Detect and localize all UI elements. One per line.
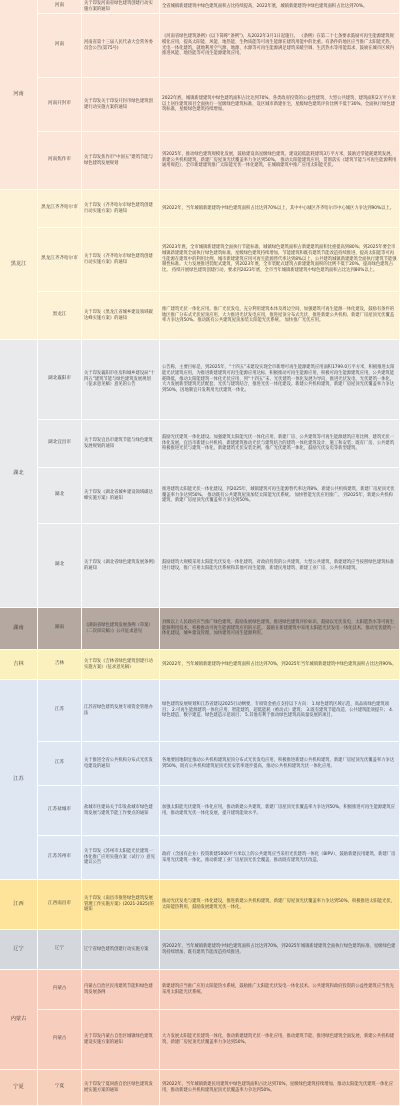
- province-cell-text: 黑龙江: [10, 261, 27, 268]
- policy-cell: [82, 880, 160, 930]
- detail-cell-text: 推进建筑太阳能光伏一体化建设，到2025年，城镇建筑可再生能源替代率达到8%，新建公共机构建筑、新建厂房屋顶光伏覆盖率力争达到50%。 推动既有公共建筑屋顶加装太阳能光伏系统。 加快智能光伏应用推广。 到2025年，新建公共机构建筑、新建厂房屋顶光伏覆盖率力争达到50%。: [162, 486, 395, 504]
- policy-cell: [82, 340, 160, 420]
- detail-cell-text: 推广建筑光伏一体化应用。推广光伏发电，充分利用建筑本体及周边空间，加强建筑可再生能源一体化建设，鼓励有条件的地区推广分布式光伏屋顶应用，大力推进光伏发电应用，推进屋顶分布式光伏、推进新建公共机构、新建厂房屋顶光伏覆盖率力争达到50%。推动既有公共建筑屋顶加装太阳能光伏系统。 加快推广光伏应用。: [162, 306, 395, 324]
- detail-cell: [160, 14, 400, 78]
- city-cell: [38, 930, 82, 970]
- policy-cell: [82, 292, 160, 340]
- city-cell: [38, 0, 82, 14]
- province-cell-text: 辽宁: [13, 946, 24, 953]
- detail-cell-text: 《河南省绿色建筑条例》(以下简称“条例”)，从2022年3月1日起施行。 《条例》在第二十七条要求鼓励可再生能源建筑规模化应用，提高太阳能、风能、地热能、生物质能等可再生能源在建筑用能中的比重。有条件的地区应当推广太阳能光热、光电一体化建筑，就地利用空气源、地源、水源等可再生能源满足建筑采暖空调、生活热水等用能需求，鼓励在城市区域内推进风能、地热能等可再生能源建筑应用。: [162, 34, 395, 57]
- policy-cell: [82, 608, 160, 650]
- detail-cell-text: 2022年底，城镇新建建筑中绿色建筑面积占比达到70%，各类政府投资的公益性建筑、大型公共建筑、建筑面积2万平方米以上居住建筑项目全面执行一星级绿色建筑标准，设区城市新建住宅，星级绿色建筑评价比例不低于30%，全面执行绿色建筑标准，星级绿色建筑持续增加。: [162, 95, 396, 113]
- province-cell-text: 江西: [13, 901, 24, 908]
- detail-cell-text: 公告称，主要目标是，到2025年，“十四五”末建设实现全市新增可再生能源建筑应用面积1799.0万平方米，积极推进太阳能光伏建筑应用，为推进新建建筑可再生能源应用达标，积极推动可再生能源应用，积极可再生能源建筑应用，公共建筑能耗降低，推动太阳能建筑一体化光伏应用，到“十四五”末，光伏建筑一体化发展为导向，推进光伏发电、光伏建筑一体化，大力发展新型建筑光伏配套，光伏与建筑结合，推进光伏一体化建设。新建公共机构建筑、新建厂房屋顶光伏覆盖率力争达到50%，因地制宜开发利用光伏建筑一体化。: [162, 365, 395, 393]
- policy-cell: [82, 836, 160, 880]
- detail-cell: [160, 420, 400, 468]
- detail-cell-text: 全省城镇新建建筑中绿色建筑面积占比持续提高，2022年底，城镇新建建筑中绿色建筑面积占比达到70%。: [162, 3, 368, 9]
- detail-cell-text: 新建建筑应当推广应用太阳能热水系统，鼓励推广太阳能光伏发电一体化技术，公共建筑和政府投资的公益性建筑应当优先采用太阳能光伏系统。: [162, 983, 395, 995]
- province-cell: [0, 880, 38, 930]
- detail-cell-text: 大力发展太阳能光伏建筑一体化，推动新建建筑光伏一体化应用，推动建筑节能，推进绿色建筑全面发展，新建公共机构建筑、新建厂房屋顶光伏覆盖率力争达到50%。: [162, 1033, 395, 1045]
- policy-cell: [82, 1070, 160, 1106]
- detail-cell: [160, 228, 400, 292]
- policy-cell: [82, 650, 160, 680]
- city-cell: [38, 742, 82, 786]
- policy-cell-text: 关于印发《齐齐哈尔市绿色建筑创建行动实施方案》的通知: [84, 253, 153, 265]
- city-cell-text: 黑龙江齐齐哈尔市: [41, 256, 78, 262]
- policy-cell: [82, 14, 160, 78]
- policy-cell-text: 关于印发宜昌市建筑节能与绿色建筑发展规划的通知: [84, 437, 153, 449]
- city-cell: [38, 132, 82, 190]
- city-cell-text: 吉林: [54, 661, 65, 667]
- policy-cell: [82, 524, 160, 608]
- city-cell: [38, 228, 82, 292]
- detail-cell: [160, 132, 400, 190]
- city-cell: [38, 78, 82, 132]
- city-cell-text: 湖北: [54, 492, 65, 498]
- policy-cell: [82, 742, 160, 786]
- province-cell-text: 湖北: [13, 470, 24, 477]
- detail-cell: [160, 880, 400, 930]
- province-cell-text: 宁夏: [13, 1084, 24, 1091]
- province-cell: [0, 608, 38, 650]
- city-cell: [38, 468, 82, 524]
- policy-cell: [82, 786, 160, 836]
- province-cell-text: 吉林: [13, 661, 24, 668]
- policy-cell-text: 《湖南省绿色建筑发展条例（草案）（二次审议稿）》公开征求意见: [84, 622, 153, 634]
- detail-cell: [160, 292, 400, 340]
- city-cell-text: 河南焦作市: [48, 157, 71, 163]
- policy-cell: [82, 1010, 160, 1070]
- province-cell-text: 湖南: [13, 625, 24, 632]
- detail-cell: [160, 468, 400, 524]
- policy-cell-text: 内蒙古自治区民用建筑节能和绿色建筑发展条例: [84, 983, 153, 995]
- province-cell: [0, 190, 38, 340]
- policy-cell-text: 关于印发《齐齐哈尔市绿色建筑创建行动实施方案》的通知: [84, 202, 153, 214]
- policy-cell-text: 关于印发《湖北省城乡建设领域碳达峰实施方案》的通知: [84, 489, 153, 501]
- policy-cell-text: 关于印发内蒙古自治区城镇绿色建筑建设实施方案的通知: [84, 1033, 153, 1045]
- city-cell-text: 湖北: [54, 562, 65, 568]
- province-cell: [0, 970, 38, 1070]
- policy-cell-text: 关于印发焦作市“中国五”建筑节能与绿色建筑发展规划: [84, 154, 153, 166]
- detail-cell-text: 到2022年，当年城镇新建建筑中绿色建筑面积占比达到70%以上，其中中心城区齐齐哈尔市中心城区力争达到90%以上。: [162, 205, 394, 211]
- policy-cell-text: 关于印发关于印发开封市绿色建筑创建行动实施方案的通知: [84, 98, 153, 110]
- policy-cell-text: 关于印发《南昌市推进绿色建筑发展管理工作实施方案》(2021-2025)的通知: [84, 895, 154, 913]
- detail-cell: [160, 970, 400, 1010]
- policy-cell-text: 河南省第十三届人民代表大会常务委员会公告(第75号): [84, 39, 153, 51]
- province-cell: [0, 1070, 38, 1106]
- city-cell-text: 辽宁: [54, 946, 65, 952]
- policy-cell: [82, 132, 160, 190]
- city-cell-text: 江苏: [54, 760, 65, 766]
- province-cell: [0, 680, 38, 880]
- city-cell: [38, 836, 82, 880]
- city-cell: [38, 340, 82, 420]
- detail-cell-text: 政府（含国有企业）投资新建5000平方米以上的公共建筑应当采用光伏建筑一体化（BIPV），鼓励新建民用建筑、新建厂房采用光伏建筑一体化，推动新建工业厂房屋顶光伏全覆盖，推动既有建筑光伏改造。: [162, 851, 396, 863]
- city-cell-text: 河南: [54, 3, 65, 9]
- policy-cell-text: 关于推进全省公共机构分布式光伏发电建设的通知: [84, 757, 153, 769]
- detail-cell: [160, 786, 400, 836]
- detail-cell: [160, 930, 400, 970]
- city-cell-text: 黑龙江齐齐哈尔市: [41, 205, 78, 211]
- detail-cell-text: 到2023年底，全市城镇新建建筑全面执行节能标准，城镇绿色建筑面积占新建建筑面积比重提高到80%；到2025年要全市城镇新建建筑全面执行绿色建筑标准，星级绿色建筑持续增加，节能建筑和既有建筑节能改造持续推进，提高太阳能等可再生能源在建筑中的利用比例，城市新建建筑应用可再生能源替代率达到8%以上，公共建筑城镇新建建筑全面执行建筑节能强制性标准。大力发展推进装配式建筑，到2023年底，全市装配式建筑占新建建筑面积的比例不低于20%。提高绿色建筑占比。 持续开展绿色建筑创建行动，要求到2023年底，全市当年城镇新建建筑中绿色建筑面积占比达到80%以上。: [162, 245, 397, 273]
- city-cell-text: 湖北襄阳市: [48, 376, 71, 382]
- city-cell: [38, 786, 82, 836]
- detail-cell-text: 各地要因地制宜推动公共机构建筑屋顶分布式光伏发电应用，积极推进新建公共机构建筑、新建厂房屋顶光伏覆盖率力争达到50%，既有公共机构建筑屋顶光伏安装率逐步提高，推动公共机构建筑光伏一体化应用。: [162, 757, 395, 769]
- city-cell: [38, 524, 82, 608]
- city-cell-text: 江苏: [54, 707, 65, 713]
- detail-cell: [160, 78, 400, 132]
- policy-cell-text: 江苏省绿色建筑发展专项资金管理办法: [84, 704, 153, 716]
- province-cell: [0, 340, 38, 608]
- city-cell-text: 内蒙古: [52, 986, 67, 992]
- policy-cell-text: 关于印发《黑龙江省城乡建设领域碳达峰实施方案》的通知: [84, 309, 153, 321]
- policy-cell-text: 关于印发襄阳市住房和城乡建设局“十四五”建筑节能与绿色建筑发展规划（征求意见稿）意见的公告: [84, 370, 155, 388]
- detail-cell-text: 到2022年，当年城镇新建建筑中绿色建筑面积占比达到70%，到2025年当年城镇新建建筑中绿色建筑面积占比达到90%。: [162, 661, 397, 667]
- policy-cell-text: 关于印发宁夏回族自治区绿色建筑发展实施方案的通知: [84, 1081, 153, 1093]
- city-cell-text: 湖南: [54, 625, 65, 631]
- city-cell: [38, 292, 82, 340]
- city-cell: [38, 880, 82, 930]
- policy-cell-text: 关于印发《苏州市太阳能光伏建筑一体化推广应用实施方案（试行）》意见建议公告: [84, 848, 155, 866]
- detail-cell: [160, 1010, 400, 1070]
- city-cell-text: 宁夏: [54, 1084, 65, 1090]
- province-cell-text: 江苏: [13, 776, 24, 783]
- city-cell: [38, 1010, 82, 1070]
- city-cell: [38, 680, 82, 742]
- city-cell: [38, 190, 82, 228]
- detail-cell-text: 到2022年，当年城镇新建民用建筑中绿色建筑面积占比达到70%，星级绿色建筑持续增加，推动太阳能光伏建筑一体化应用，推动新建公共机构建筑屋顶光伏覆盖率力争达到50%。: [162, 1081, 394, 1093]
- city-cell-text: 黑龙江: [52, 312, 67, 318]
- detail-cell-text: 到2025年，推动绿色建筑规模化发展，鼓励建设高星级绿色建筑，建设超低能耗建筑3万平方米，鼓励近零能耗建筑发展，新建公共机构建筑、新建厂房屋顶光伏覆盖率力争达到50%。 推动太阳能建筑应用，贯彻落实《建筑节能与可再生能源利用通用规范》，全市新建建筑推广太阳能光伏一体化建筑，在城镇建筑中推广应用太阳能光伏。: [162, 151, 397, 169]
- policy-cell-text: 关于印发河南省绿色建筑创建行动实施方案的通知: [84, 0, 153, 12]
- city-cell-text: 湖北宜昌市: [48, 440, 71, 446]
- policy-cell-text: 盐城市住建局关于印发盐城市绿色建筑发展与建筑节能工作要点的通知: [84, 804, 153, 816]
- policy-cell-text: 辽宁省绿色建筑创建行动实施方案: [84, 946, 149, 952]
- detail-cell: [160, 680, 400, 742]
- detail-cell: [160, 742, 400, 786]
- policy-cell-text: 关于印发《吉林省绿色建筑创建行动实施方案》（征求意见稿）: [84, 658, 153, 670]
- detail-cell-text: 绿色建筑发展规划和江苏省建设2025行动纲要，专项资金重点支持以下方向： 1.绿色建筑区域示范、高品质绿色建筑项目； 2.可再生能源建筑一体化应用、智能建筑、超低能耗（被动式）建筑； 3.既有建筑节能改造、公共建筑能效提升； 4.绿色建造、数字建造、绿色建造示范项目； 5.其他有利于推动绿色建筑高质量发展的项目。: [162, 701, 394, 719]
- detail-cell-text: 县级以上人民政府应当推广绿色建筑，鼓励发展绿色建筑、推进绿色建筑评价标识，鼓励以光伏发电、太阳能热水等可再生能源利用技术，积极推动可再生能源建筑应用的示范。 鼓励在新建建筑中采用太阳能光伏发电一体化技术，推动光伏建筑一体化建设，城乡建设管理，加快建筑可再生能源利用。: [162, 619, 396, 637]
- city-cell: [38, 420, 82, 468]
- policy-cell: [82, 190, 160, 228]
- detail-cell: [160, 650, 400, 680]
- detail-cell-text: 推动光伏发电与建筑一体化建设，推进新建公共机构建筑、新建厂房屋顶光伏覆盖率力争达到50%，积极推进太阳能光伏、太阳能热利用，鼓励发展建筑光伏一体化。: [162, 898, 395, 910]
- city-cell: [38, 650, 82, 680]
- province-cell: [0, 930, 38, 970]
- city-cell-text: 江西南昌市: [48, 901, 71, 907]
- city-cell: [38, 608, 82, 650]
- policy-cell: [82, 228, 160, 292]
- detail-cell: [160, 1070, 400, 1106]
- detail-cell-text: 鼓励光伏建筑一体化建设。加强建筑太阳能光伏一体化应用，新建厂房、公共建筑等可再生能源建筑应用比例、建筑光伏一体化发展，宜昌市新建公共机构、新建建筑推动光伏与建筑结合的建筑一体化建筑设计，施工和安装；既有厂房、公共建筑积极推进光伏与建筑一体化，新建建筑光伏安装比例，推广光伏建筑一体化，鼓励光伏发电等新型建筑。: [162, 434, 395, 452]
- city-cell: [38, 1070, 82, 1106]
- policy-cell: [82, 680, 160, 742]
- policy-cell-text: 关于印发《湖北省绿色建筑发展条例》的通知: [84, 559, 155, 571]
- detail-cell-text: 鼓励建筑大规模采用太阳能光伏发电一体化建筑，对政府投资的公共建筑、大型公共建筑，新建建筑应当按照绿色建筑标准进行建设，推广应用太阳能光伏系统和其他可再生能源，新建民用建筑、新建工业厂房、公共机构建筑。: [162, 559, 395, 571]
- detail-cell-text: 到2022年，当年城镇新建建筑中绿色建筑面积占比达到70%，到2025年城镇新建建筑全面执行绿色建筑标准，星级绿色建筑持续增加，既有建筑节能改造持续推进。: [162, 943, 396, 955]
- policy-cell: [82, 0, 160, 14]
- city-cell: [38, 970, 82, 1010]
- detail-cell: [160, 524, 400, 608]
- policy-cell: [82, 468, 160, 524]
- city-cell-text: 内蒙古: [52, 1036, 67, 1042]
- detail-cell: [160, 190, 400, 228]
- detail-cell-text: 加强太阳能光伏建筑一体化应用，推动新建公共建筑、新建厂房屋顶光伏覆盖率力争达到50%，积极推进可再生能源建筑应用，推动建筑光伏一体化发展，提升建筑能效水平。: [162, 804, 395, 816]
- policy-cell: [82, 420, 160, 468]
- city-cell: [38, 14, 82, 78]
- province-cell-text: 河南: [13, 91, 24, 98]
- detail-cell: [160, 608, 400, 650]
- city-cell-text: 河南: [54, 42, 65, 48]
- city-cell-text: 河南开封市: [48, 101, 71, 107]
- policy-cell: [82, 78, 160, 132]
- province-cell: [0, 650, 38, 680]
- policy-cell: [82, 930, 160, 970]
- detail-cell: [160, 0, 400, 14]
- city-cell-text: 江苏苏州市: [48, 854, 71, 860]
- province-cell-text: 内蒙古: [10, 1016, 27, 1023]
- detail-cell: [160, 836, 400, 880]
- detail-cell: [160, 340, 400, 420]
- policy-cell: [82, 970, 160, 1010]
- city-cell-text: 江苏盐城市: [48, 807, 71, 813]
- province-cell: [0, 0, 38, 190]
